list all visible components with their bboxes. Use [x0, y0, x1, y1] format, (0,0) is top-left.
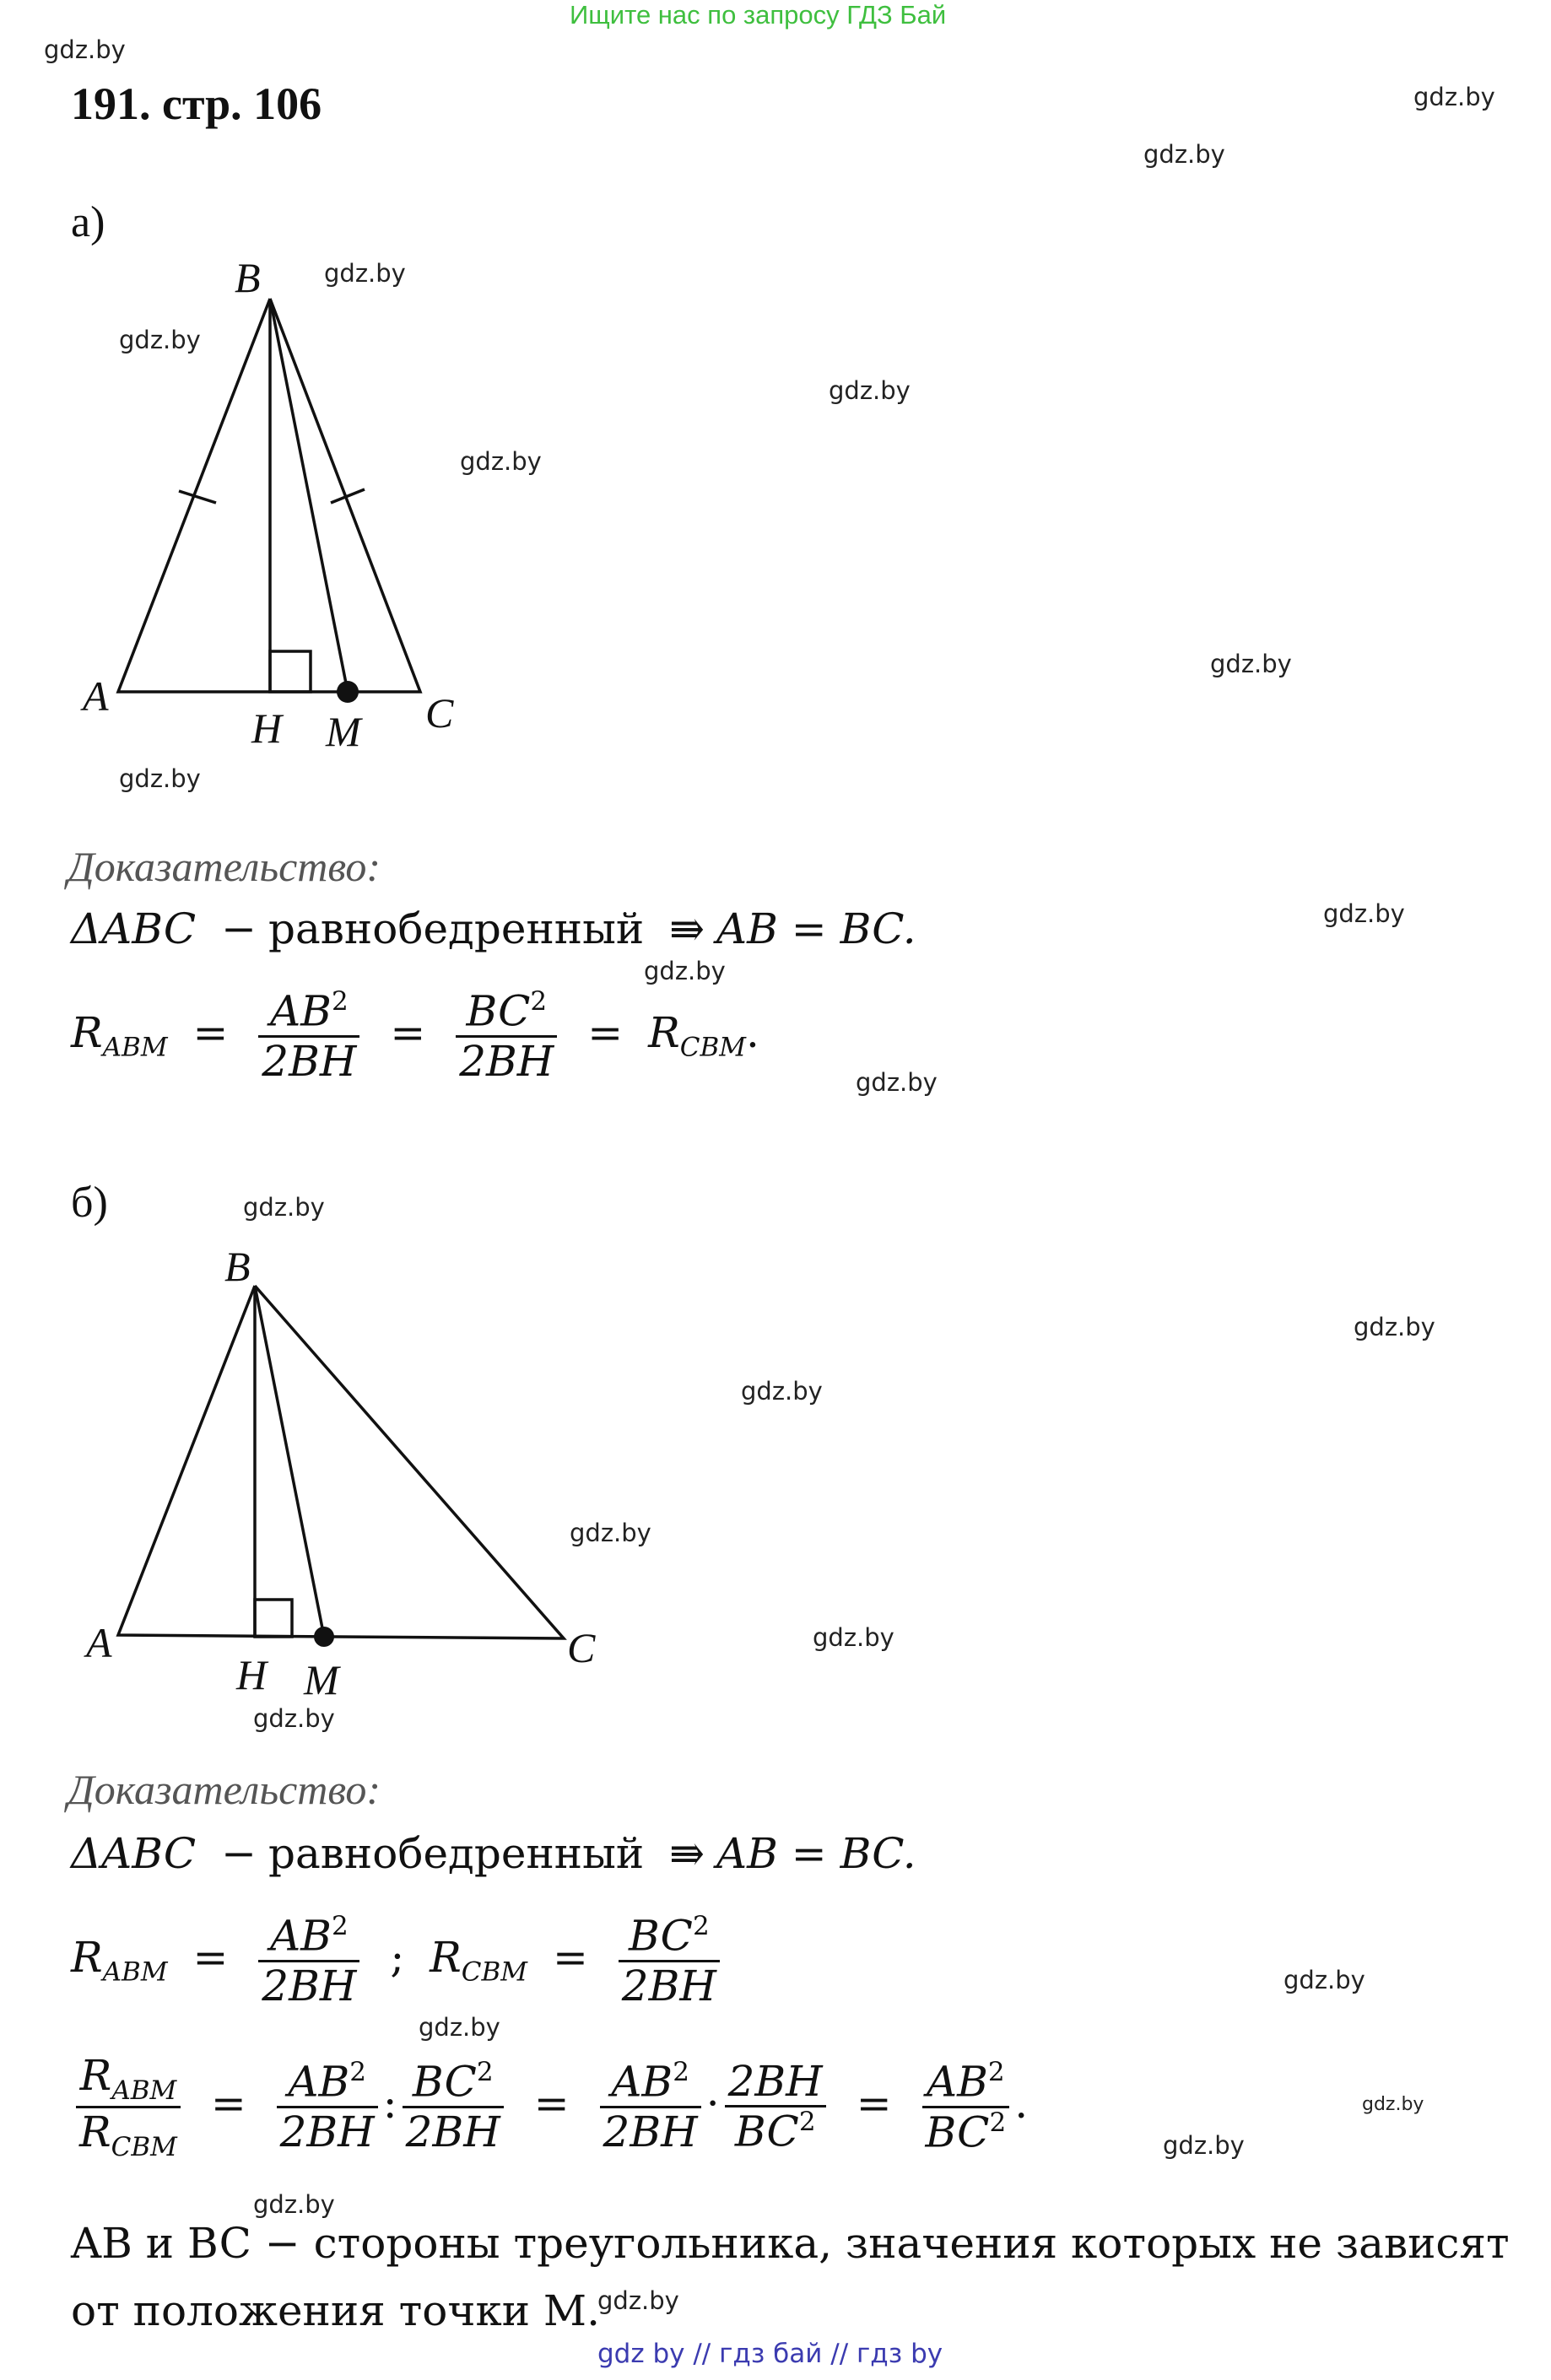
watermark: gdz.by [644, 957, 726, 985]
watermark: gdz.by [1210, 650, 1292, 678]
numerator: AB [288, 2057, 350, 2107]
numerator: 2BH [725, 2058, 826, 2107]
vertex-label-m: M [326, 708, 361, 755]
watermark: gdz.by [119, 764, 201, 793]
radius-symbol: R [648, 1007, 680, 1057]
triangle-notation: ΔABC [71, 1829, 197, 1878]
dash: − [221, 904, 257, 953]
radius-subscript: ABM [111, 2075, 177, 2106]
watermark: gdz.by [856, 1068, 938, 1097]
radius-symbol: R [79, 2107, 111, 2156]
fraction [456, 987, 557, 1085]
exponent: 2 [989, 2107, 1007, 2138]
period: . [745, 1007, 759, 1057]
radius-subscript: CBM [679, 1032, 746, 1063]
proof-b-line-1 [71, 1829, 916, 1878]
watermark: gdz.by [741, 1377, 823, 1406]
watermark: gdz.by [324, 259, 406, 288]
watermark: gdz.by [1362, 2094, 1424, 2115]
denominator: 2BH [405, 2107, 500, 2156]
watermark: gdz.by [44, 35, 126, 64]
triangle-notation: ΔABC [71, 904, 197, 953]
conclusion-line-2: от положения точки M. [71, 2286, 601, 2335]
fraction [619, 1912, 720, 2010]
equality: AB = BC. [716, 904, 916, 953]
footer-links[interactable]: gdz by // гдз бай // гдз by [597, 2339, 943, 2369]
conclusion-line-1: AB и BC − стороны треугольника, значения которых не зависят [71, 2219, 1510, 2268]
part-b-label: б) [71, 1179, 108, 1227]
watermark: gdz.by [829, 376, 911, 405]
radius-subscript: CBM [111, 2131, 177, 2162]
proof-heading-b: Доказательство: [68, 1766, 381, 1813]
exponent: 2 [987, 2056, 1005, 2087]
radius-subscript: ABM [102, 1032, 168, 1063]
proof-a-line-1 [71, 904, 916, 953]
watermark: gdz.by [119, 326, 201, 354]
proof-a-line-2 [71, 987, 759, 1085]
implies-symbol: ⇛ [669, 1829, 705, 1878]
equals-sign: = [552, 1932, 588, 1982]
fraction [725, 2058, 826, 2156]
radius-symbol: R [71, 1007, 103, 1057]
equals-sign: = [210, 2079, 246, 2129]
denominator: BC [925, 2107, 990, 2157]
numerator: AB [270, 1911, 332, 1961]
equals-sign: = [192, 1007, 229, 1057]
proof-heading-a: Доказательство: [68, 843, 381, 890]
proof-b-line-3 [71, 2052, 1028, 2161]
watermark: gdz.by [1413, 83, 1495, 111]
denominator: 2BH [621, 1961, 716, 2010]
fraction [277, 2058, 378, 2156]
watermark: gdz.by [253, 2190, 335, 2219]
fraction [922, 2058, 1010, 2156]
watermark: gdz.by [1323, 899, 1405, 928]
exponent: 2 [798, 2107, 816, 2138]
fraction [600, 2058, 701, 2156]
separator: ; [390, 1932, 405, 1982]
numerator: BC [466, 986, 531, 1036]
exponent: 2 [673, 2057, 689, 2088]
vertex-label-h: H [251, 704, 283, 752]
radius-symbol: R [430, 1932, 462, 1982]
exponent: 2 [476, 2057, 494, 2088]
triangle-figure-a [68, 245, 506, 768]
fraction [403, 2058, 504, 2156]
equals-sign: = [856, 2079, 892, 2129]
numerator: BC [412, 2057, 477, 2107]
dash: − [221, 1829, 257, 1878]
division-colon: : [382, 2079, 397, 2129]
vertex-label-b: B [224, 1243, 251, 1290]
equals-sign: = [587, 1007, 624, 1057]
numerator: AB [927, 2057, 988, 2107]
watermark: gdz.by [460, 447, 542, 476]
exponent: 2 [692, 1911, 710, 1941]
vertex-label-a: A [83, 672, 109, 720]
watermark: gdz.by [813, 1623, 894, 1652]
denominator: 2BH [603, 2107, 698, 2156]
triangle-figure-b [68, 1239, 624, 1736]
denominator: 2BH [279, 2107, 375, 2156]
denominator: BC [734, 2107, 799, 2156]
ratio-fraction [76, 2052, 181, 2161]
watermark: gdz.by [597, 2286, 679, 2315]
exponent: 2 [331, 1911, 349, 1941]
watermark: gdz.by [243, 1193, 325, 1222]
watermark: gdz.by [1163, 2131, 1245, 2160]
numerator: BC [629, 1911, 693, 1961]
period: . [1014, 2079, 1029, 2129]
isosceles-word: равнобедренный [268, 1829, 645, 1878]
numerator: AB [270, 986, 332, 1036]
equality: AB = BC. [716, 1829, 916, 1878]
numerator: AB [611, 2057, 673, 2107]
equals-sign: = [192, 1932, 229, 1982]
multiplication-dot: · [705, 2079, 720, 2129]
problem-title: 191. стр. 106 [71, 78, 322, 129]
watermark: gdz.by [1283, 1966, 1365, 1994]
equals-sign: = [390, 1007, 426, 1057]
vertex-label-c: C [567, 1624, 596, 1671]
implies-symbol: ⇛ [669, 904, 705, 953]
watermark: gdz.by [1143, 140, 1225, 169]
search-banner[interactable]: Ищите нас по запросу ГДЗ Бай [570, 0, 947, 30]
watermark: gdz.by [1354, 1313, 1435, 1341]
fraction [258, 1912, 359, 2010]
denominator: 2BH [262, 1036, 357, 1086]
exponent: 2 [530, 986, 548, 1017]
radius-subscript: CBM [461, 1956, 528, 1988]
watermark: gdz.by [253, 1704, 335, 1733]
denominator: 2BH [262, 1961, 357, 2010]
radius-symbol: R [79, 2051, 112, 2100]
radius-symbol: R [71, 1932, 103, 1982]
denominator: 2BH [459, 1036, 554, 1086]
vertex-label-m: M [304, 1656, 339, 1703]
vertex-label-c: C [425, 689, 454, 737]
exponent: 2 [349, 2057, 366, 2088]
equals-sign: = [533, 2079, 570, 2129]
proof-b-line-2 [71, 1912, 725, 2010]
radius-subscript: ABM [102, 1956, 168, 1988]
vertex-label-b: B [235, 254, 261, 301]
part-a-label: а) [71, 198, 105, 246]
exponent: 2 [331, 986, 349, 1017]
watermark: gdz.by [419, 2013, 500, 2042]
vertex-label-a: A [86, 1619, 112, 1666]
vertex-label-h: H [236, 1651, 268, 1698]
fraction [258, 987, 359, 1085]
isosceles-word: равнобедренный [268, 904, 645, 953]
watermark: gdz.by [570, 1519, 651, 1547]
